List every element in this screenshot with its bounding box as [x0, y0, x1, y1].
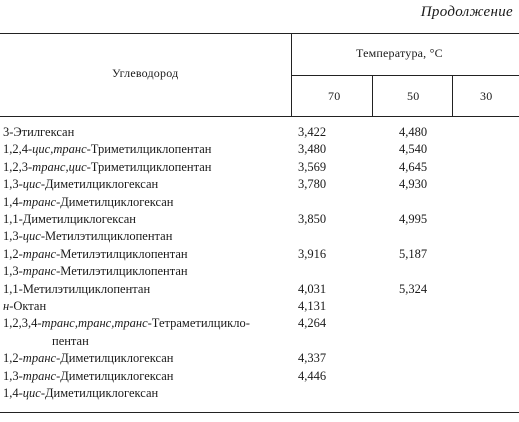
value-50: 5,324 — [399, 281, 428, 296]
table-row — [0, 315, 519, 332]
value-70: 3,780 — [298, 177, 327, 192]
name-part: -Триметилциклопентан — [86, 142, 212, 157]
table-row — [0, 228, 519, 245]
value-70: 4,446 — [298, 368, 327, 383]
value-50: 5,187 — [399, 246, 428, 261]
hydrocarbon-name — [52, 333, 89, 350]
value-70: 3,422 — [298, 125, 327, 139]
table-top-rule — [0, 33, 519, 34]
name-part: 1,2,3- — [3, 159, 33, 174]
name-part: цис — [22, 229, 41, 244]
table-row — [0, 211, 519, 228]
header-divider-50-30 — [452, 75, 453, 116]
table-row — [0, 368, 519, 385]
name-part: транс — [22, 351, 57, 366]
name-part: 1,3- — [3, 229, 23, 244]
table-row — [0, 385, 519, 402]
value-70: 3,850 — [298, 212, 327, 226]
name-part: 1,2,3,4- — [3, 316, 42, 331]
header-hydrocarbon: Углеводород — [112, 66, 179, 80]
header-temp-70: 70 — [328, 89, 341, 103]
hydrocarbon-name — [3, 228, 172, 245]
name-part: -Метилэтилциклопентан — [40, 229, 173, 244]
name-part: 1,2- — [3, 246, 23, 261]
name-part: транс,цис — [32, 159, 87, 174]
name-part: -Диметилциклогексан — [56, 351, 174, 366]
name-part: транс — [22, 194, 57, 209]
name-part: 1,3- — [3, 264, 23, 279]
name-part: 1,2- — [3, 351, 23, 366]
name-part: 1,4- — [3, 386, 23, 400]
table-row — [0, 246, 519, 263]
value-50: 4,930 — [399, 177, 428, 192]
value-50: 4,480 — [399, 125, 428, 139]
name-part: н — [3, 299, 10, 313]
name-part: 3-Этилгексан — [3, 125, 75, 139]
value-70: 3,916 — [298, 246, 327, 261]
table-row — [0, 350, 519, 367]
hydrocarbon-name — [3, 141, 211, 158]
hydrocarbon-name — [3, 350, 173, 367]
name-part: 1,1-Диметилциклогексан — [3, 212, 137, 226]
table-row — [0, 298, 519, 315]
table-row — [0, 159, 519, 176]
name-part: -Тетраметилцикло- — [147, 316, 250, 331]
name-part: цис — [22, 386, 41, 400]
hydrocarbon-name — [3, 281, 150, 298]
table-row — [0, 263, 519, 280]
name-part: 1,1-Метилэтилциклопентан — [3, 281, 151, 296]
name-part: цис — [22, 177, 41, 192]
table-row — [0, 124, 519, 141]
hydrocarbon-name — [3, 385, 158, 402]
header-temperature: Температура, °С — [356, 46, 443, 60]
header-divider-70-50 — [372, 75, 373, 116]
hydrocarbon-name — [3, 298, 46, 315]
name-part: -Метилэтилциклопентан — [56, 246, 188, 261]
name-part: -Диметилциклогексан — [56, 194, 174, 209]
header-temp-50: 50 — [407, 89, 420, 103]
value-50: 4,540 — [399, 142, 428, 157]
table-row — [0, 141, 519, 158]
table-row — [0, 194, 519, 211]
name-part: -Диметилциклогексан — [40, 177, 159, 192]
value-70: 4,131 — [298, 299, 327, 313]
name-part: -Триметилциклопентан — [86, 159, 212, 174]
name-part: цис,транс — [32, 142, 87, 157]
name-part: пентан — [52, 333, 89, 348]
header-inner-rule — [291, 75, 519, 76]
hydrocarbon-name — [3, 159, 211, 176]
header-temp-30: 30 — [480, 89, 493, 103]
hydrocarbon-name — [3, 211, 136, 228]
hydrocarbon-name — [3, 176, 158, 193]
hydrocarbon-name — [3, 124, 74, 141]
name-part: 1,3- — [3, 177, 23, 192]
value-70: 3,480 — [298, 142, 327, 157]
table-row — [0, 281, 519, 298]
hydrocarbon-name — [3, 315, 250, 332]
hydrocarbon-name — [3, 194, 173, 211]
name-part: транс — [22, 246, 57, 261]
continued-label: Продолжение — [420, 4, 513, 20]
hydrocarbon-name — [3, 263, 188, 280]
value-70: 4,264 — [298, 316, 327, 331]
name-part: 1,2,4- — [3, 142, 33, 157]
value-70: 3,569 — [298, 159, 327, 174]
hydrocarbon-name — [3, 368, 173, 385]
name-part: -Октан — [9, 299, 47, 313]
value-50: 4,645 — [399, 159, 428, 174]
table-row — [0, 333, 519, 350]
name-part: транс,транс,транс — [41, 316, 148, 331]
table-row — [0, 176, 519, 193]
name-part: -Диметилциклогексан — [56, 368, 174, 383]
hydrocarbon-name — [3, 246, 188, 263]
name-part: 1,4- — [3, 194, 23, 209]
table-bottom-rule — [0, 412, 519, 413]
value-50: 4,995 — [399, 212, 428, 226]
value-70: 4,031 — [298, 281, 327, 296]
value-70: 4,337 — [298, 351, 327, 366]
name-part: -Диметилциклогексан — [40, 386, 159, 400]
name-part: транс — [22, 264, 57, 279]
header-bottom-rule — [0, 116, 519, 117]
name-part: 1,3- — [3, 368, 23, 383]
name-part: -Метилэтилциклопентан — [56, 264, 188, 279]
name-part: транс — [22, 368, 57, 383]
